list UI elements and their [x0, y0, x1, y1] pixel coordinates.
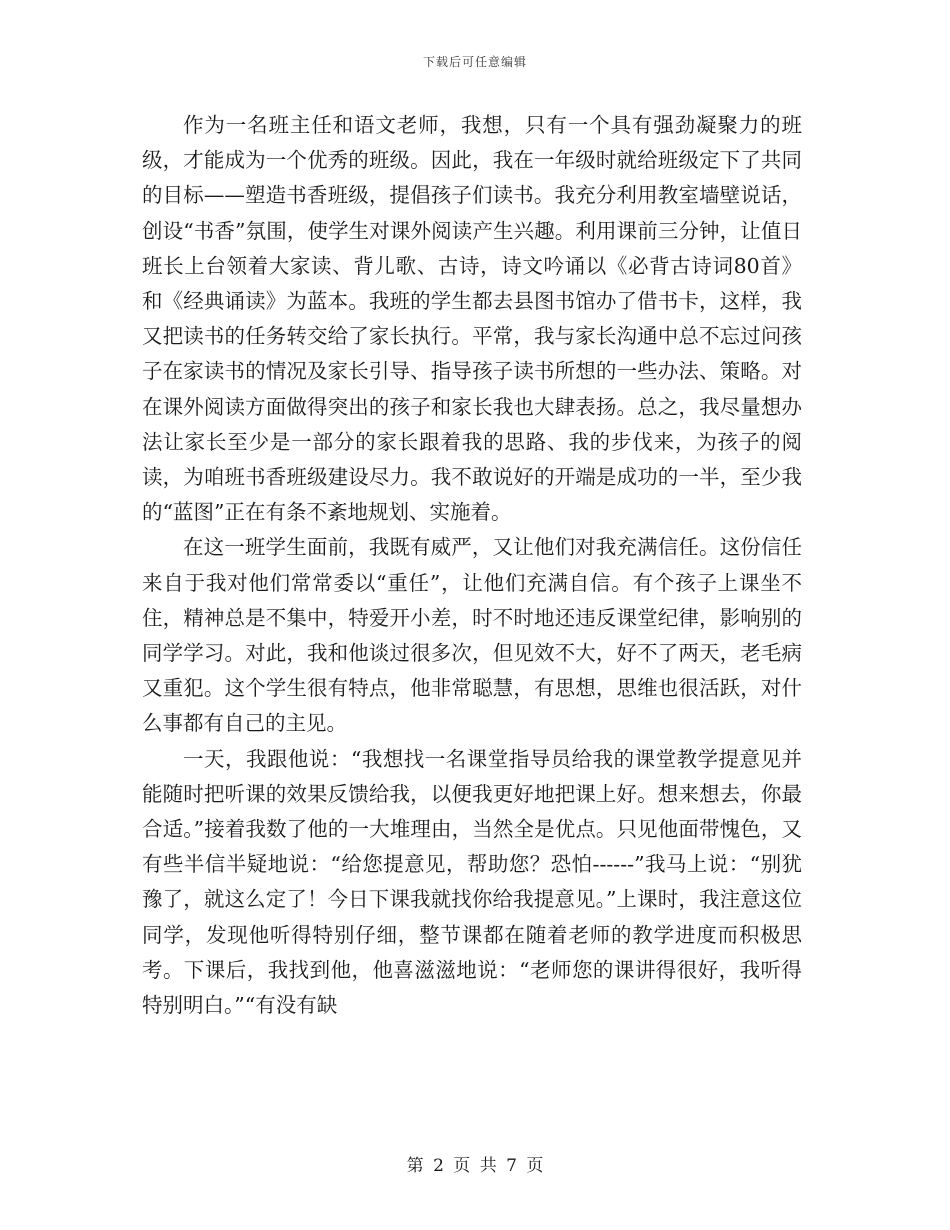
paragraph-2: 在这一班学生面前，我既有威严，又让他们对我充满信任。这份信任来自于我对他们常常委以“重任”，让他们充满自信。有个孩子上课坐不住，精神总是不集中，特爱开小差，时不时地还违反课堂纪律，影响别的同学学习。对此，我和他谈过很多次，但见效不大，好不了两天，老毛病又重犯。这个学生很有特点，他非常聪慧，有思想，思维也很活跃，对什么事都有自己的主见。: [142, 535, 802, 736]
paragraph-3: 一天，我跟他说：“我想找一名课堂指导员给我的课堂教学提意见并能随时把听课的效果反馈给我，以便我更好地把课上好。想来想去，你最合适。”接着我数了他的一大堆理由，当然全是优点。只见他面带愧色，又有些半信半疑地说：“给您提意见，帮助您？恐怕------”我马上说：“别犹豫了，就这么定了！今日下课我就找你给我提意见。”上课时，我注意这位同学，发现他听得特别仔细，整节课都在随着老师的教学进度而积极思考。下课后，我找到他，他喜滋滋地说：“老师您的课讲得很好，我听得特别明白。”“有没有缺: [142, 746, 802, 1018]
document-body: [142, 108, 802, 1023]
header-note: 下载后可任意编辑: [422, 55, 527, 69]
paragraph-1: 作为一名班主任和语文老师，我想，只有一个具有强劲凝聚力的班级，才能成为一个优秀的班级。因此，我在一年级时就给班级定下了共同的目标——塑造书香班级，提倡孩子们读书。我充分利用教室墙壁说话，创设“书香”氛围，使学生对课外阅读产生兴趣。利用课前三分钟，让值日班长上台领着大家读、背儿歌、古诗，诗文吟诵以《必背古诗词80首》和《经典诵读》为蓝本。我班的学生都去县图书馆办了借书卡，这样，我又把读书的任务转交给了家长执行。平常，我与家长沟通中总不忘过问孩子在家读书的情况及家长引导、指导孩子读书所想的一些办法、策略。对在课外阅读方面做得突出的孩子和家长我也大肆表扬。总之，我尽量想办法让家长至少是一部分的家长跟着我的思路、我的步伐来，为孩子的阅读，为咱班书香班级建设尽力。我不敢说好的开端是成功的一半，至少我的“蓝图”正在有条不紊地规划、实施着。: [142, 113, 802, 525]
page-number: 第 2 页 共 7 页: [406, 1156, 544, 1176]
